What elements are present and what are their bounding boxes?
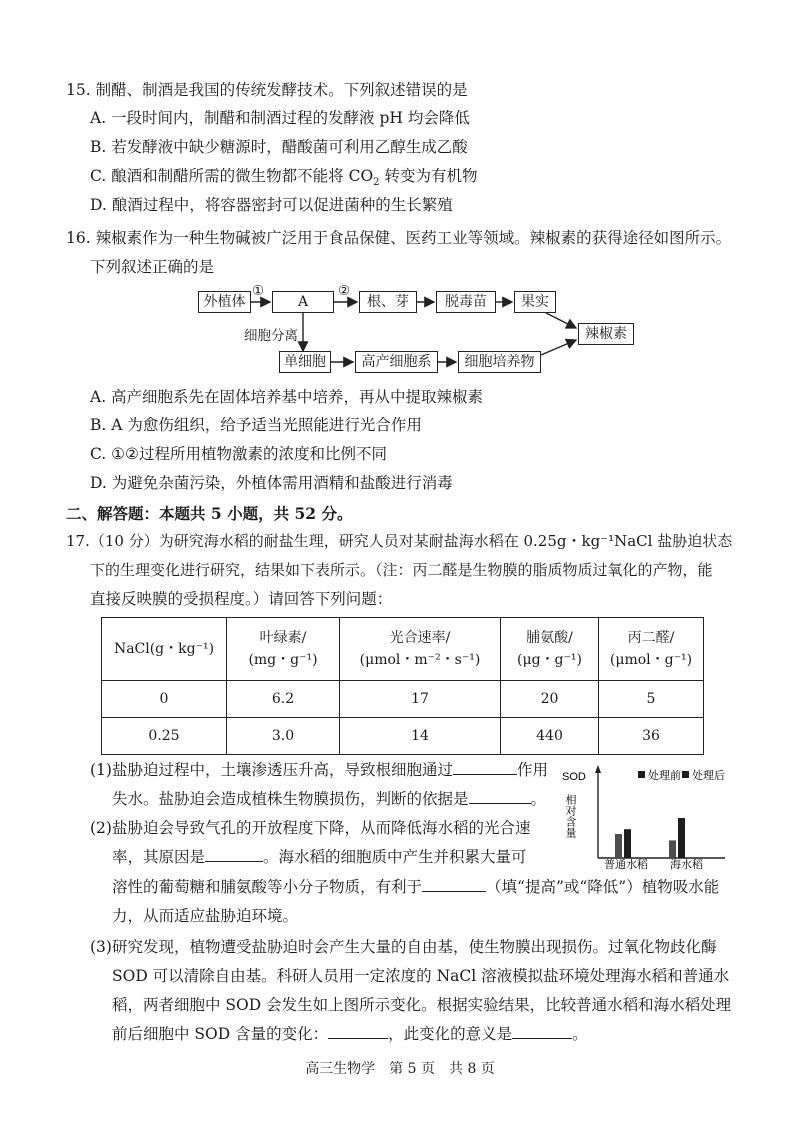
label-step2: ② (338, 283, 351, 299)
table-cell: 17 (340, 681, 501, 718)
y-axis-label-text: 相对含量 (564, 794, 576, 838)
q17-part3-line1: (3)研究发现，植物遭受盐胁迫时会产生大量的自由基，使生物膜出现损伤。过氧化物歧化酶 (90, 938, 717, 956)
q15-option-d: D. 酿酒过程中，将容器密封可以促进菌种的生长繁殖 (90, 196, 453, 214)
box-single-cell: 单细胞 (279, 351, 331, 373)
box-high-yield: 高产细胞系 (355, 351, 438, 373)
bar-ordinary-rice-after (624, 829, 631, 858)
legend-label-after: 处理后 (692, 770, 725, 782)
data-table (101, 617, 704, 755)
q17-part3-line4: 前后细胞中 SOD 含量的变化： ，此变化的意义是 。 (112, 1025, 588, 1043)
header-mda: 丙二醛/ (μmol・g⁻¹) (599, 618, 704, 681)
page-footer: 高三生物学 第 5 页 共 8 页 (305, 1061, 495, 1077)
table-cell: 5 (599, 681, 704, 718)
box-fruit: 果实 (514, 291, 556, 313)
box-explant: 外植体 (198, 291, 251, 313)
q17-part2-line2: 率，其原因是 。海水稻的细胞质中产生并积累大量可 (112, 848, 527, 866)
table-cell: 0.25 (102, 718, 227, 755)
q15-option-c: C. 酿酒和制醋所需的微生物都不能将 $CO_2$ 转变为有机物 (90, 167, 478, 189)
box-virus-free: 脱毒苗 (436, 291, 496, 313)
table-row (102, 718, 704, 755)
q17-intro-line2: 下的生理变化进行研究，结果如下表所示。（注：丙二醛是生物膜的脂质物质过氧化的产物，能 (90, 561, 713, 579)
y-axis-arrow (595, 765, 601, 773)
sod-chart-svg (560, 760, 730, 870)
q17-part2-line3: 溶性的葡萄糖和脯氨酸等小分子物质，有利于 （填“提高”或“降低”）植物吸水能 (112, 878, 720, 896)
arrow-culture-to-capsaicin (541, 340, 576, 355)
q17-part1-line1: (1)盐胁迫过程中，土壤渗透压升高，导致根细胞通过 作用 (90, 761, 548, 779)
box-capsaicin: 辣椒素 (578, 323, 634, 345)
q16-stem-line1: 16. 辣椒素作为一种生物碱被广泛用于食品保健、医药工业等领域。辣椒素的获得途径如图所示。 (66, 229, 732, 247)
q15-stem: 15. 制醋、制酒是我国的传统发酵技术。下列叙述错误的是 (66, 81, 468, 99)
q17-part3-line3: 稻，两者细胞中 SOD 会发生如上图所示变化。根据实验结果，比较普通水稻和海水稻处理 (112, 996, 732, 1014)
label-cell-separation: 细胞分离 (244, 328, 298, 344)
box-culture: 细胞培养物 (458, 351, 541, 373)
arrow-fruit-to-capsaicin (546, 313, 576, 328)
legend-swatch-before (638, 771, 645, 778)
answer-blank[interactable] (205, 847, 263, 862)
label-step1: ① (252, 283, 265, 299)
q15-option-a: A. 一段时间内，制醋和制酒过程的发酵液 pH 均会降低 (90, 109, 470, 127)
q17-part1-line2: 失水。盐胁迫会造成植株生物膜损伤，判断的依据是 。 (112, 790, 547, 808)
header-proline: 脯氨酸/ (μg・g⁻¹) (501, 618, 599, 681)
x-tick-label: 海水稻 (670, 859, 703, 870)
q17-intro-line3: 直接反映膜的受损程度。）请回答下列问题： (90, 590, 393, 608)
header-photosynthesis: 光合速率/ (μmol・m⁻²・s⁻¹) (340, 618, 501, 681)
sod-chart (560, 760, 730, 870)
legend-label-before: 处理前 (648, 770, 681, 782)
x-tick-label: 普通水稻 (604, 859, 648, 870)
q15-option-b: B. 若发酵液中缺少糖源时，醋酸菌可利用乙醇生成乙酸 (90, 138, 468, 156)
table-cell: 20 (501, 681, 599, 718)
table-cell: 14 (340, 718, 501, 755)
table-cell: 440 (501, 718, 599, 755)
q16-option-d: D. 为避免杂菌污染，外植体需用酒精和盐酸进行消毒 (90, 474, 453, 492)
q16-option-c: C. ①②过程所用植物激素的浓度和比例不同 (90, 445, 387, 463)
answer-blank[interactable] (453, 760, 517, 775)
section2-heading: 二、解答题：本题共 5 小题，共 52 分。 (66, 504, 353, 523)
box-a: A (272, 291, 334, 313)
table-cell: 0 (102, 681, 227, 718)
table-cell: 3.0 (227, 718, 340, 755)
q17-intro-line1: 17.（10 分）为研究海水稻的耐盐生理，研究人员对某耐盐海水稻在 0.25g・kg⁻¹NaCl 盐胁迫状态 (66, 532, 733, 550)
header-nacl: NaCl(g・kg⁻¹) (102, 618, 227, 681)
table-cell: 6.2 (227, 681, 340, 718)
table-row (102, 681, 704, 718)
answer-blank[interactable] (469, 789, 531, 804)
header-chlorophyll: 叶绿素/ (mg・g⁻¹) (227, 618, 340, 681)
bar-ordinary-rice-before (615, 834, 622, 858)
answer-blank[interactable] (328, 1024, 388, 1039)
legend-swatch-after (682, 771, 689, 778)
table-cell: 36 (599, 718, 704, 755)
table-header-row (102, 618, 704, 681)
q16-option-a: A. 高产细胞系先在固体培养基中培养，再从中提取辣椒素 (90, 388, 484, 406)
q17-part2-line4: 力，从而适应盐胁迫环境。 (112, 907, 299, 925)
answer-blank[interactable] (512, 1024, 572, 1039)
box-root-bud: 根、芽 (359, 291, 417, 313)
bar-sea-rice-before (669, 840, 676, 858)
q16-stem-line2: 下列叙述正确的是 (90, 258, 215, 276)
q16-option-b: B. A 为愈伤组织，给予适当光照能进行光合作用 (90, 416, 422, 434)
q17-part2-line1: (2)盐胁迫会导致气孔的开放程度下降，从而降低海水稻的光合速 (90, 819, 531, 837)
y-axis-label-sod: SOD (562, 771, 586, 783)
bar-sea-rice-after (678, 818, 685, 858)
q17-part3-line2: SOD 可以清除自由基。科研人员用一定浓度的 NaCl 溶液模拟盐环境处理海水稻和普通水 (112, 967, 730, 985)
answer-blank[interactable] (422, 877, 486, 892)
